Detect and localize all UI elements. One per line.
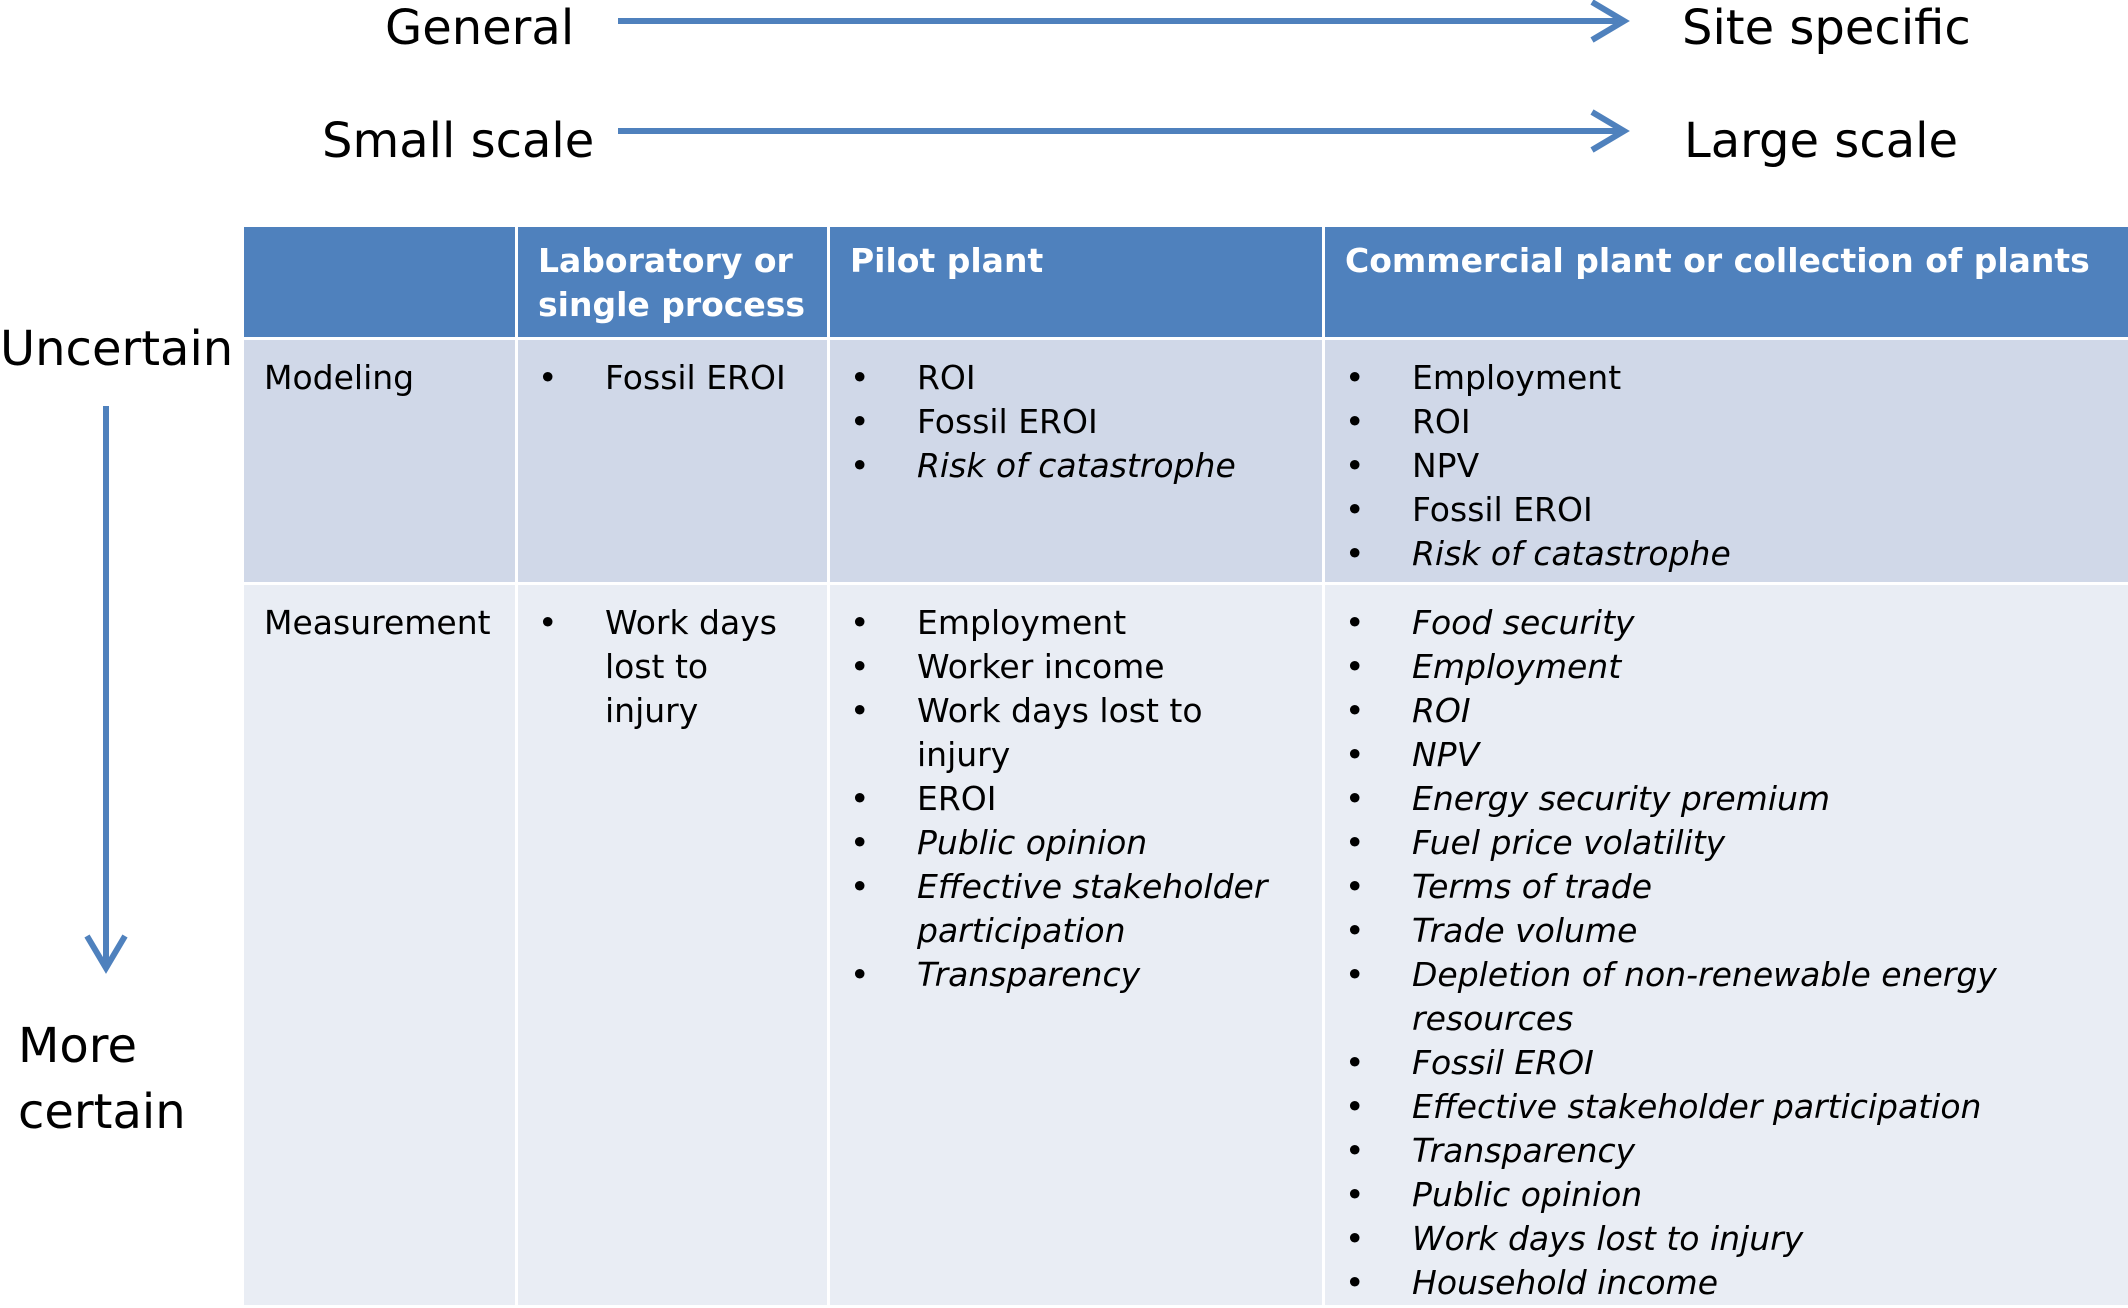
list-item: • Energy security premium (1345, 777, 2108, 821)
cell-modeling-pilot (829, 339, 1324, 584)
list-item: • Fossil EROI (1345, 488, 2108, 532)
header-commercial-plant: Commercial plant or collection of plants (1324, 226, 2128, 339)
bullet-list (1345, 356, 2108, 576)
more-certain-line1: More (18, 1013, 186, 1079)
list-item: • Employment (850, 601, 1302, 645)
row-label-modeling (243, 339, 517, 584)
more-certain-line2: certain (18, 1079, 186, 1145)
list-item: • Risk of catastrophe (850, 444, 1302, 488)
header-corner (243, 226, 517, 339)
list-item: • Employment (1345, 645, 2108, 689)
list-item: • Depletion of non-renewable energy resources (1345, 953, 2108, 1041)
cell-modeling-laboratory (517, 339, 829, 584)
list-item: • Transparency (850, 953, 1302, 997)
cell-measurement-laboratory (517, 584, 829, 1307)
list-item: • Public opinion (850, 821, 1302, 865)
list-item: • Public opinion (1345, 1173, 2108, 1217)
general-to-site-specific-arrow (618, 2, 1624, 40)
list-item: • Employment (1345, 356, 2108, 400)
list-item: • Trade volume (1345, 909, 2108, 953)
general-label: General (385, 4, 574, 52)
list-item: • Risk of catastrophe (1345, 532, 2108, 576)
list-item: • Worker income (850, 645, 1302, 689)
bullet-list (850, 356, 1302, 488)
cell-measurement-commercial (1324, 584, 2128, 1307)
small-scale-label: Small scale (322, 117, 594, 165)
list-item: • Fossil EROI (850, 400, 1302, 444)
list-item: • Effective stakeholder participation (1345, 1085, 2108, 1129)
uncertain-to-certain-arrow (87, 406, 125, 968)
list-item: • Terms of trade (1345, 865, 2108, 909)
row-label-text: Modeling (264, 356, 495, 400)
indicator-matrix-table (241, 224, 2128, 1308)
list-item: • Food security (1345, 601, 2108, 645)
list-item: • Household income (1345, 1261, 2108, 1305)
table-header-row (243, 226, 2128, 339)
bullet-list (1345, 601, 2108, 1305)
table-row-measurement (243, 584, 2128, 1307)
list-item: • Effective stakeholder participation (850, 865, 1302, 953)
site-specific-label: Site specific (1682, 4, 1971, 52)
header-pilot-plant: Pilot plant (829, 226, 1324, 339)
bullet-list (538, 601, 807, 733)
more-certain-label (18, 1013, 186, 1145)
list-item: • Transparency (1345, 1129, 2108, 1173)
bullet-list (538, 356, 807, 400)
row-label-measurement (243, 584, 517, 1307)
row-label-text: Measurement (264, 601, 495, 645)
large-scale-label: Large scale (1684, 117, 1958, 165)
list-item: • EROI (850, 777, 1302, 821)
list-item: • ROI (1345, 400, 2108, 444)
list-item: • Work days lost to injury (850, 689, 1302, 777)
cell-measurement-pilot (829, 584, 1324, 1307)
table-row-modeling (243, 339, 2128, 584)
small-to-large-scale-arrow (618, 112, 1624, 150)
uncertain-label: Uncertain (0, 316, 233, 382)
list-item: • NPV (1345, 444, 2108, 488)
list-item: • Work days lost to injury (538, 601, 807, 733)
header-laboratory: Laboratory or single process (517, 226, 829, 339)
list-item: • Fuel price volatility (1345, 821, 2108, 865)
list-item: • Fossil EROI (1345, 1041, 2108, 1085)
cell-modeling-commercial (1324, 339, 2128, 584)
list-item: • Fossil EROI (538, 356, 807, 400)
list-item: • ROI (850, 356, 1302, 400)
list-item: • Work days lost to injury (1345, 1217, 2108, 1261)
bullet-list (850, 601, 1302, 997)
list-item: • NPV (1345, 733, 2108, 777)
list-item: • ROI (1345, 689, 2108, 733)
